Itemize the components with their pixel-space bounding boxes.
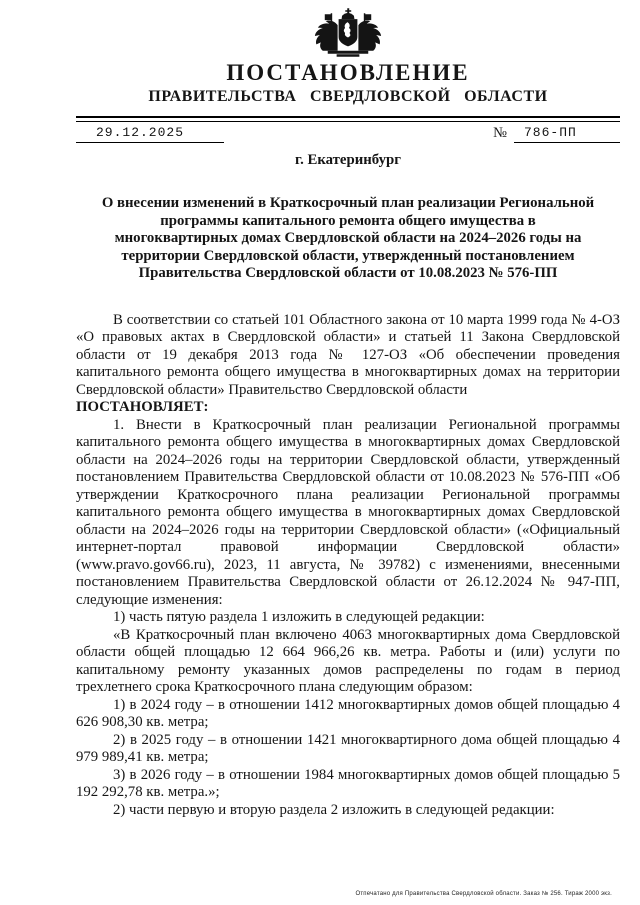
- paragraph-subitem-1: 1) часть пятую раздела 1 изложить в следующей редакции:: [113, 609, 485, 625]
- paragraph-year-2025: 2) в 2025 году – в отношении 1421 многоквартирного дома общей площадью 4 979 989,41 кв. метра;: [76, 731, 620, 765]
- paragraph-year-2024: 1) в 2024 году – в отношении 1412 многоквартирных домов общей площадью 4 626 908,30 кв. метра;: [76, 696, 620, 730]
- print-note: Отпечатано для Правительства Свердловской области. Заказ № 256. Тираж 2000 экз.: [355, 891, 612, 897]
- paragraph-quote-intro: «В Краткосрочный план включено 4063 многоквартирных дома Свердловской области общей площадью 12 664 966,26 кв. метра. Работы и (или) услуги по капитальному ремонту указанных домов распределены по годам в период трехлетнего срока Краткосрочного плана следующим образом:: [76, 626, 620, 695]
- document-content: [76, 8, 620, 819]
- sverdlovsk-coat-of-arms-icon: [306, 8, 390, 58]
- document-body: [76, 312, 620, 820]
- number-field: 786-ПП: [514, 125, 620, 143]
- number-group: [493, 125, 620, 143]
- issuer-heading: ПРАВИТЕЛЬСТВА СВЕРДЛОВСКОЙ ОБЛАСТИ: [148, 88, 548, 105]
- document-type-heading: ПОСТАНОВЛЕНИЕ: [226, 60, 470, 85]
- header-separator-rule: [76, 116, 620, 122]
- resolves-label: ПОСТАНОВЛЯЕТ:: [76, 399, 209, 415]
- paragraph-year-2026: 3) в 2026 году – в отношении 1984 многоквартирных домов общей площадью 5 192 292,78 кв. метра.»;: [76, 766, 620, 800]
- document-title: О внесении изменений в Краткосрочный план реализации Региональной программы капитального ремонта общего имущества в многоквартирных домах Свердловской области на 2024–2026 годы на территории Свердловской области, утвержденный постановлением Правительства Свердловской области от 10.08.2023 № 576-ПП: [101, 195, 595, 281]
- paragraph-item-1: 1. Внести в Краткосрочный план реализации Региональной программы капитального ремонта общего имущества в многоквартирных домах Свердловской области на 2024–2026 годы на территории Свердловской области, утвержденный постановлением Правительства Свердловской области от 10.08.2023 № 576-ПП «Об утверждении Краткосрочного плана реализации Региональной программы капитального ремонта общего имущества в многоквартирных домах Свердловской области на 2024–2026 годы на территории Свердловской области» («Официальный интернет-портал правовой информации Свердловской области» (www.pravo.gov66.ru), 2023, 11 августа, № 39782) с изменениями, внесенными постановлением Правительства Свердловской области от 26.12.2024 № 947-ПП, следующие изменения:: [76, 416, 620, 608]
- paragraph-subitem-2: 2) части первую и вторую раздела 2 изложить в следующей редакции:: [113, 801, 555, 818]
- requisites-row: [76, 125, 620, 143]
- city-label: г. Екатеринбург: [295, 152, 401, 168]
- number-sign: №: [493, 125, 507, 141]
- date-field: 29.12.2025: [76, 125, 224, 143]
- paragraph-intro: В соответствии со статьей 101 Областного закона от 10 марта 1999 года № 4-ОЗ «О правовых актах в Свердловской области» и статьей 11 Закона Свердловской области от 19 декабря 2013 года № 127-ОЗ «Об обеспечении проведения капитального ремонта общего имущества в многоквартирных домах на территории Свердловской области» Правительство Свердловской области: [76, 311, 620, 398]
